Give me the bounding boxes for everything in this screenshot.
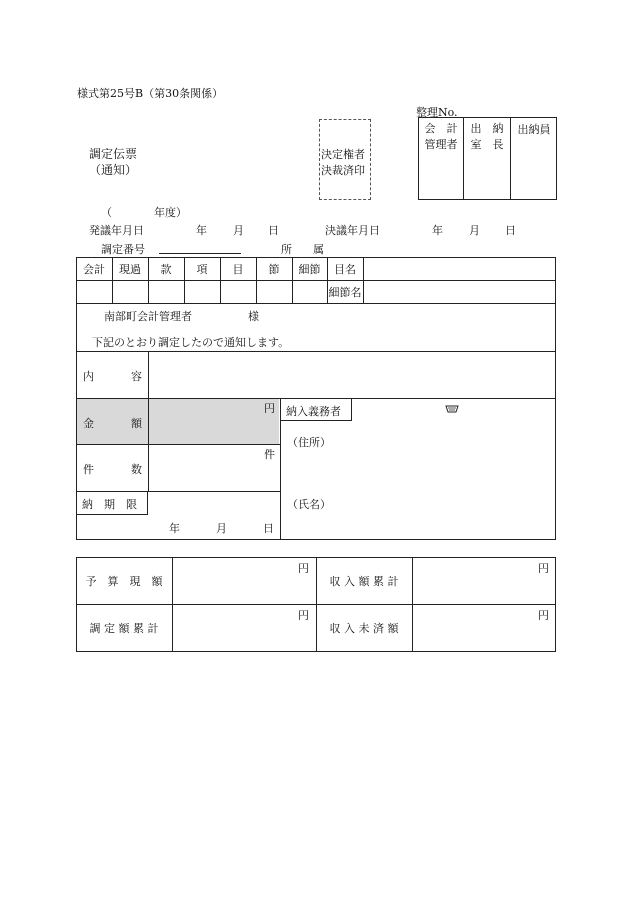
shunyu-ruikei-label: 収 入 額 累 計 <box>329 574 399 588</box>
fiscal-year-open: （ <box>101 206 112 219</box>
header-moku: 目 <box>232 262 244 276</box>
yosan-genka-label: 予 算 現 額 <box>85 574 163 588</box>
kingaku-label-b: 額 <box>131 417 142 430</box>
kensu-label-b: 数 <box>131 463 142 476</box>
header-saisetsu: 細節 <box>298 262 321 276</box>
seiri-no-label: 整理No. <box>416 106 458 119</box>
nouki-label: 納 期 限 <box>82 498 137 511</box>
approval-suitoin-header: 出納員 <box>517 123 551 136</box>
approval-kaikei-header: 会 計 管理者 <box>424 122 458 151</box>
naiyo-label-b: 容 <box>131 370 142 383</box>
shozoku-label-b: 属 <box>313 243 324 256</box>
moku-name-label: 目名 <box>334 262 356 276</box>
seal-mark-icon <box>445 404 459 417</box>
shozoku-label-a: 所 <box>281 243 292 256</box>
header-kou: 項 <box>196 262 208 276</box>
misai-yen-unit: 円 <box>538 609 549 622</box>
misai-label: 収 入 未 済 額 <box>329 622 399 635</box>
stamp-label: 決定権者 決裁済印 <box>321 148 365 177</box>
chotei-ruikei-yen-unit: 円 <box>298 609 309 622</box>
notice-text: 下記のとおり調定したので通知します。 <box>92 336 290 349</box>
issue-year: 年 <box>196 224 207 237</box>
decision-year: 年 <box>432 224 443 237</box>
nouki-year: 年 <box>169 522 180 535</box>
kingaku-shaded-area <box>77 399 279 444</box>
issue-day: 日 <box>268 224 279 237</box>
form-number: 様式第25号B（第30条関係） <box>77 87 224 100</box>
sama-label: 様 <box>248 310 259 323</box>
kensu-ken-unit: 件 <box>264 448 275 461</box>
header-genka: 現過 <box>119 262 141 276</box>
fiscal-year-label: 年度） <box>154 206 187 219</box>
naiyo-label-a: 内 <box>83 370 94 383</box>
approval-suito-header: 出 納 室 長 <box>470 122 504 151</box>
saisetsu-name-label: 細節名 <box>328 285 362 299</box>
header-kan: 款 <box>160 262 172 276</box>
nouki-day: 日 <box>263 522 274 535</box>
header-kaikei: 会計 <box>83 262 105 276</box>
decision-day: 日 <box>505 224 516 237</box>
kingaku-label-a: 金 <box>83 417 94 430</box>
shunyu-ruikei-yen-unit: 円 <box>538 562 549 575</box>
nouki-month: 月 <box>216 522 227 535</box>
issue-date-label: 発議年月日 <box>89 224 144 237</box>
header-setsu: 節 <box>268 262 280 276</box>
addressee: 南部町会計管理者 <box>104 310 192 323</box>
issue-month: 月 <box>233 224 244 237</box>
payer-label: 納入義務者 <box>286 405 341 418</box>
yosan-yen-unit: 円 <box>298 562 309 575</box>
decision-date-label: 決議年月日 <box>325 224 380 237</box>
document-title: 調定伝票 （通知） <box>89 147 138 177</box>
name-label: （氏名） <box>287 498 331 511</box>
kingaku-yen-unit: 円 <box>264 402 275 415</box>
chotei-ruikei-label: 調 定 額 累 計 <box>89 622 159 635</box>
kensu-label-a: 件 <box>83 463 94 476</box>
decision-month: 月 <box>469 224 480 237</box>
chotei-no-underline <box>159 253 241 254</box>
chotei-no-label: 調定番号 <box>101 243 145 256</box>
address-label: （住所） <box>287 436 331 449</box>
